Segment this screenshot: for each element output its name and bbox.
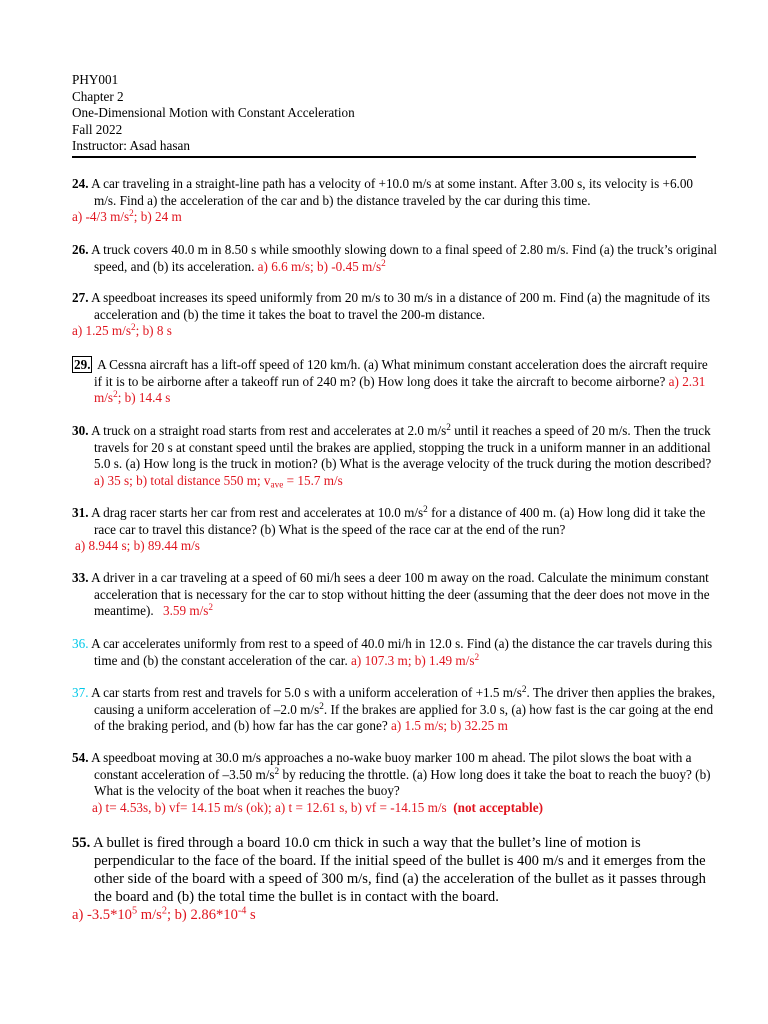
problem-text: A drag racer starts her car from rest and accelerates at 10.0 $m/s^2$ for a distance of 400 m. (a) How long did it take the race car to travel this distance? (b) What is the speed of the race car at the end of the run? xyxy=(91,503,706,537)
problem-29 xyxy=(72,357,718,407)
problem-37 xyxy=(72,685,718,735)
problem-text: A driver in a car traveling at a speed of 60 mi/h sees a deer 100 m away on the road. Calculate the minimum constant acceleration that is necessary for the car to stop without hitting the deer (assuming that the deer does not move in the meantime). xyxy=(91,570,710,618)
problem-answer: a) -4/3 $m/s^2$; b) 24 m xyxy=(72,207,182,224)
problem-text: A car traveling in a straight-line path has a velocity of +10.0 m/s at some instant. After 3.00 s, its velocity is +6.00 m/s. Find a) the acceleration of the car and b) the distance traveled by the car during this time. xyxy=(91,176,694,208)
problem-answer: a) 1.25 $m/s^2$; b) 8 s xyxy=(72,321,172,338)
problem-answer: a) 107.3 m; b) 1.49 $m/s^2$ xyxy=(351,651,480,668)
problem-number: 33. xyxy=(72,570,89,585)
problem-number: 26. xyxy=(72,242,89,257)
problem-number: 31. xyxy=(72,505,89,520)
problem-number: 37. xyxy=(72,685,89,700)
problem-text: A car accelerates uniformly from rest to a speed of 40.0 mi/h in 12.0 s. Find (a) the distance the car travels during this time and (b) the constant acceleration of the car. xyxy=(91,636,713,668)
problem-number: 24. xyxy=(72,176,89,191)
problem-answer: 3.59 $m/s^2$ xyxy=(162,601,214,618)
problem-answer: a) t= 4.53s, b) vf= 14.15 m/s (ok); a) t = 12.61 s, b) vf = -14.15 m/s (not acceptable) xyxy=(92,799,543,815)
course-code: PHY001 xyxy=(72,72,119,87)
problem-text: A Cessna aircraft has a lift-off speed of 120 km/h. (a) What minimum constant acceleration does the aircraft require if it is to be airborne after a takeoff run of 240 m? (b) How long does it take the aircraft to become airborne? xyxy=(94,357,708,389)
instructor: Instructor: Asad hasan xyxy=(72,138,190,153)
problem-text: A car starts from rest and travels for 5.0 s with a uniform acceleration of +1.5 $m/s^2$. The driver then applies the brakes, causing a uniform acceleration of –2.0 $m/s^2$. If the brakes are applied for 3.0 s, (a) how fast is the car going at the end of the braking period, and (b) how far has the car gone? xyxy=(91,683,716,733)
problem-30 xyxy=(72,423,718,489)
problem-31 xyxy=(72,505,718,555)
problem-27 xyxy=(72,290,718,340)
problem-number: 55. xyxy=(72,835,91,851)
problem-answer: a) 35 s; b) total distance 550 m; $v_{ave} = 15.7$ m/s xyxy=(94,472,343,489)
problem-text: A truck covers 40.0 m in 8.50 s while smoothly slowing down to a final speed of 2.80 m/s. Find (a) the truck’s original speed, and (b) its acceleration. xyxy=(91,242,718,274)
header xyxy=(72,72,696,158)
problem-text: A bullet is fired through a board 10.0 cm thick in such a way that the bullet’s line of motion is perpendicular to the face of the board. If the initial speed of the bullet is 400 m/s and it emerges from the other side of the board with a speed of 300 m/s, find (a) the acceleration of the bullet as it passes through the board and (b) the total time the bullet is in contact with the board. xyxy=(93,835,706,905)
problem-36 xyxy=(72,636,718,669)
term: Fall 2022 xyxy=(72,121,123,137)
problem-answer: a) 8.944 s; b) 89.44 m/s xyxy=(75,538,200,553)
problem-26 xyxy=(72,242,718,275)
chapter: Chapter 2 xyxy=(72,88,124,104)
problem-answer: a) $-3.5*10^5$ $m/s^2$; b) $2.86*10^{-4}$ s xyxy=(72,905,256,923)
problem-text: A speedboat increases its speed uniformly from 20 m/s to 30 m/s in a distance of 200 m. Find (a) the magnitude of its acceleration and (b) the time it takes the boat to travel the 200-m distance. xyxy=(91,290,711,322)
problem-55 xyxy=(72,834,718,924)
problem-answer: a) 1.5 m/s; b) 32.25 m xyxy=(390,718,508,733)
problem-24 xyxy=(72,176,718,226)
problem-answer: a) 2.31 $m/s^2$; b) 14.4 s xyxy=(94,373,706,405)
document-page xyxy=(72,72,696,158)
problem-33 xyxy=(72,570,718,620)
problem-answer: a) 6.6 m/s; b) -0.45 $m/s^2$ xyxy=(257,257,386,274)
problem-number: 29. xyxy=(74,357,91,372)
problem-number: 30. xyxy=(72,423,89,438)
problem-54 xyxy=(72,750,718,816)
topic: One-Dimensional Motion with Constant Acceleration xyxy=(72,105,355,120)
header-rule xyxy=(72,156,696,158)
answer-note: (not acceptable) xyxy=(453,799,543,815)
problem-number: 36. xyxy=(72,636,89,651)
problem-text: A truck on a straight road starts from rest and accelerates at 2.0 $m/s^2$ until it reaches a speed of 20 m/s. Then the truck travels for 20 s at constant speed until the brakes are applied, stopping the truck in a uniform manner in an additional 5.0 s. (a) How long is the truck in motion? (b) What is the average velocity of the truck during the motion described? xyxy=(91,421,712,471)
problem-number: 54. xyxy=(72,750,89,765)
problem-text: A speedboat moving at 30.0 m/s approaches a no-wake buoy marker 100 m ahead. The pilot slows the boat with a constant acceleration of –3.50 $m/s^2$ by reducing the throttle. (a) How long does it take the boat to reach the buoy? (b) What is the velocity of the boat when it reaches the buoy? xyxy=(91,750,711,798)
problem-number: 27. xyxy=(72,290,89,305)
